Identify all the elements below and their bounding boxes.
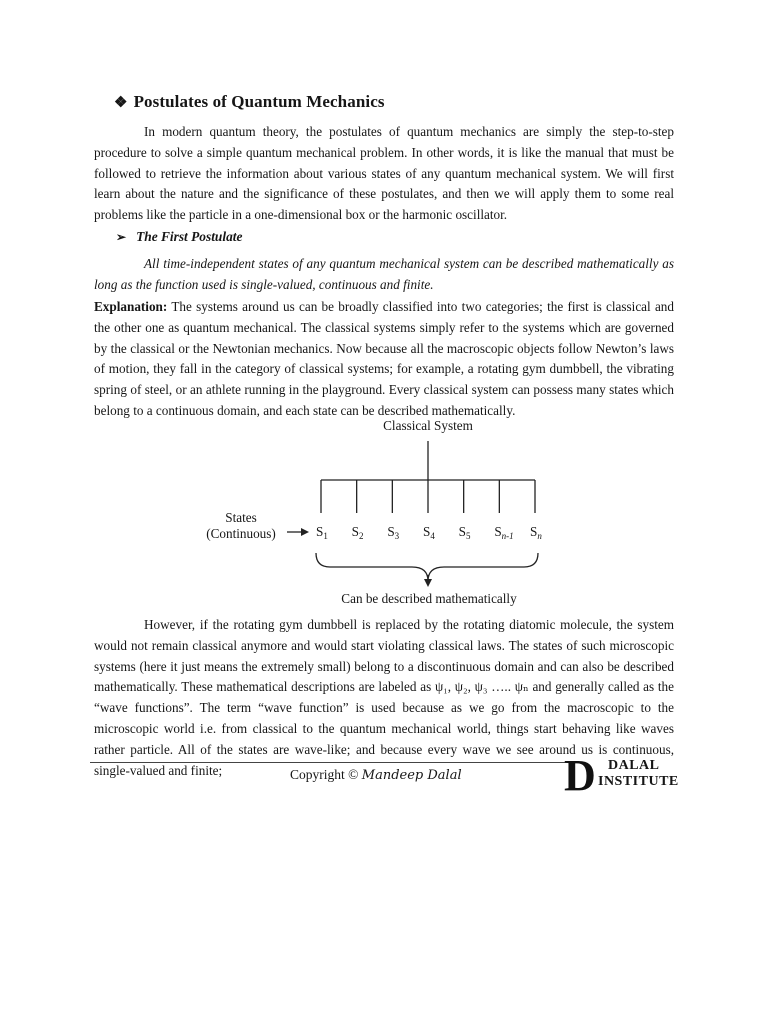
explanation-paragraph — [94, 297, 674, 422]
explanation-text: The systems around us can be broadly classified into two categories; the first is classical and the other one as quantum mechanical. The classical systems simply refer to the systems which are governed by the classical or the Newtonian mechanics. Now because all the macroscopic objects follow Newton’s laws of motion, they fall in the category of classical systems; for example, a rotating gym dumbbell, the vibrating spring of steel, or an athlete running in the playground. Every classical system can possess many states which belong to a continuous domain, and each state can be described mathematically. — [94, 299, 674, 418]
state-label: $S_2$ — [351, 524, 364, 541]
state-label: $S_5$ — [458, 524, 471, 541]
copyright-notice — [290, 767, 462, 783]
state-label: $S_{n-1}$ — [494, 524, 514, 541]
intro-paragraph: In modern quantum theory, the postulates of quantum mechanics are simply the step-to-step procedure to solve a simple quantum mechanical problem. In other words, it is like the manual that must be followed to retrieve the information about various states of any quantum mechanical system. We will first learn about the nature and the significance of these postulates, and then we will apply them to some real problems like the particle in a one-dimensional box or the harmonic oscillator. — [94, 124, 674, 223]
state-label: $S_3$ — [387, 524, 400, 541]
continuation-part1: However, if the rotating gym dumbbell is replaced by the rotating diatomic molecule, the system would not remain classical anymore and would start violating classical laws. The states of such microscopic systems (here it just means the extremely small) belong to a discontinuous domain and can also be described mathematically. These mathematical descriptions are labeled as — [94, 617, 674, 695]
explanation-label: Explanation: — [94, 299, 168, 314]
state-label: $S_4$ — [423, 524, 435, 541]
states-arrow-head-icon — [301, 528, 309, 536]
arrow-bullet-icon: ➢ — [116, 230, 127, 244]
subsection-title: The First Postulate — [136, 229, 243, 244]
state-ticks — [321, 480, 535, 513]
diagram-curly-brace — [316, 553, 538, 581]
classical-states-diagram — [0, 415, 768, 615]
diagram-bottom-label: Can be described mathematically — [341, 591, 517, 606]
states-label-line1: States — [225, 510, 257, 525]
dalal-institute-logo — [564, 751, 684, 800]
section-title: Postulates of Quantum Mechanics — [133, 92, 385, 111]
logo-letter: D — [564, 751, 596, 800]
subsection-heading — [116, 229, 242, 245]
state-label: $S_n$ — [530, 524, 542, 541]
brace-arrow-head-icon — [424, 579, 432, 587]
state-label: $S_1$ — [316, 524, 328, 541]
logo-line1: DALAL — [608, 758, 660, 773]
logo-line2: INSTITUTE — [598, 774, 679, 789]
diamond-bullet-icon: ❖ — [114, 95, 128, 111]
state-labels — [316, 524, 542, 541]
footer-rule — [90, 762, 580, 763]
continuation-part2: and generally called as the “wave functions”. The term “wave function” is used because as we go from the macroscopic to the microscopic world i.e. from classical to the quantum mechanical world, things start behaving like waves rather particle. All of the states are wave-like; and because every wave we see around us is continuous, single-valued and finite; — [94, 679, 674, 778]
diagram-top-label: Classical System — [383, 418, 473, 433]
section-heading — [114, 92, 385, 112]
postulate-statement: All time-independent states of any quantum mechanical system can be described mathematically as long as the function used is single-valued, continuous and finite. — [94, 256, 674, 292]
author-name: Mandeep Dalal — [361, 768, 462, 783]
psi-list: ψ₁, ψ₂, ψ₃ ….. ψₙ — [434, 679, 529, 695]
copyright-label: Copyright © — [290, 767, 362, 782]
states-label-line2: (Continuous) — [206, 526, 276, 541]
